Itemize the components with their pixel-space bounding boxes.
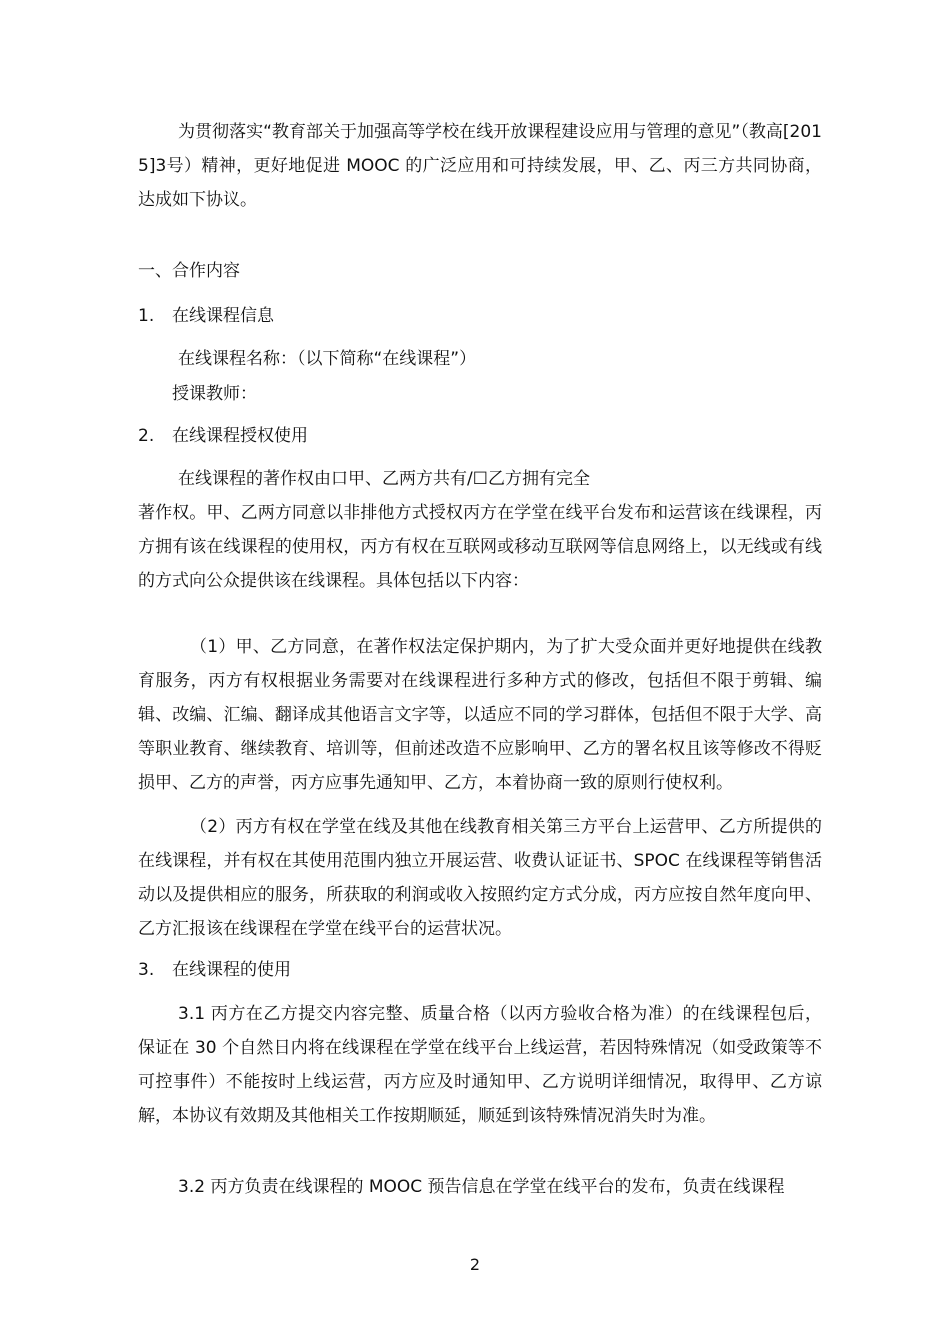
section-heading: 一、合作内容 <box>138 261 240 281</box>
item-title: 在线课程的使用 <box>172 960 291 980</box>
clause-3-1: 3.1 丙方在乙方提交内容完整、质量合格（以丙方验收合格为准）的在线课程包后，保证在 30 个自然日内将在线课程在学堂在线平台上线运营，若因特殊情况（如受政策等不可控事件）不能按时上线运营，丙方应及时通知甲、乙方说明详细情况，取得甲、乙方谅解，本协议有效期及其他相关工作按期顺延，顺延到该特殊情况消失时为准。 <box>138 1004 822 1126</box>
item-title: 在线课程授权使用 <box>172 426 308 446</box>
copyright-line: 在线课程的著作权由口甲、乙两方共有/☐乙方拥有完全 <box>178 469 590 489</box>
item-title: 在线课程信息 <box>172 306 274 326</box>
course-name-line: 在线课程名称：（以下简称“在线课程”） <box>178 349 477 369</box>
item-heading-2 <box>138 419 308 453</box>
page-number: 2 <box>469 1255 481 1274</box>
clause-2: （2）丙方有权在学堂在线及其他在线教育相关第三方平台上运营甲、乙方所提供的在线课程，并有权在其使用范围内独立开展运营、收费认证证书、SPOC 在线课程等销售活动以及提供相应的服务，所获取的利润或收入按照约定方式分成，丙方应按自然年度向甲、乙方汇报该在线课程在学堂在线平台的运营状况。 <box>138 817 822 939</box>
copyright-paragraph: 著作权。甲、乙两方同意以非排他方式授权丙方在学堂在线平台发布和运营该在线课程，丙方拥有该在线课程的使用权，丙方有权在互联网或移动互联网等信息网络上，以无线或有线的方式向公众提供该在线课程。具体包括以下内容： <box>138 503 822 591</box>
item-heading-1 <box>138 299 274 333</box>
intro-paragraph: 为贯彻落实“教育部关于加强高等学校在线开放课程建设应用与管理的意见”（教高[2015]3号）精神，更好地促进 MOOC 的广泛应用和可持续发展，甲、乙、丙三方共同协商，达成如下协议。 <box>138 122 822 210</box>
clause-3-2: 3.2 丙方负责在线课程的 MOOC 预告信息在学堂在线平台的发布，负责在线课程 <box>178 1177 785 1197</box>
item-number: 1. <box>138 306 155 326</box>
item-heading-3 <box>138 953 291 987</box>
item-number: 3. <box>138 960 155 980</box>
clause-1: （1）甲、乙方同意，在著作权法定保护期内，为了扩大受众面并更好地提供在线教育服务，丙方有权根据业务需要对在线课程进行多种方式的修改，包括但不限于剪辑、编辑、改编、汇编、翻译成其他语言文字等，以适应不同的学习群体，包括但不限于大学、高等职业教育、继续教育、培训等，但前述改造不应影响甲、乙方的署名权且该等修改不得贬损甲、乙方的声誉，丙方应事先通知甲、乙方，本着协商一致的原则行使权利。 <box>138 637 822 793</box>
teacher-line: 授课教师： <box>172 384 257 404</box>
item-number: 2. <box>138 426 155 446</box>
